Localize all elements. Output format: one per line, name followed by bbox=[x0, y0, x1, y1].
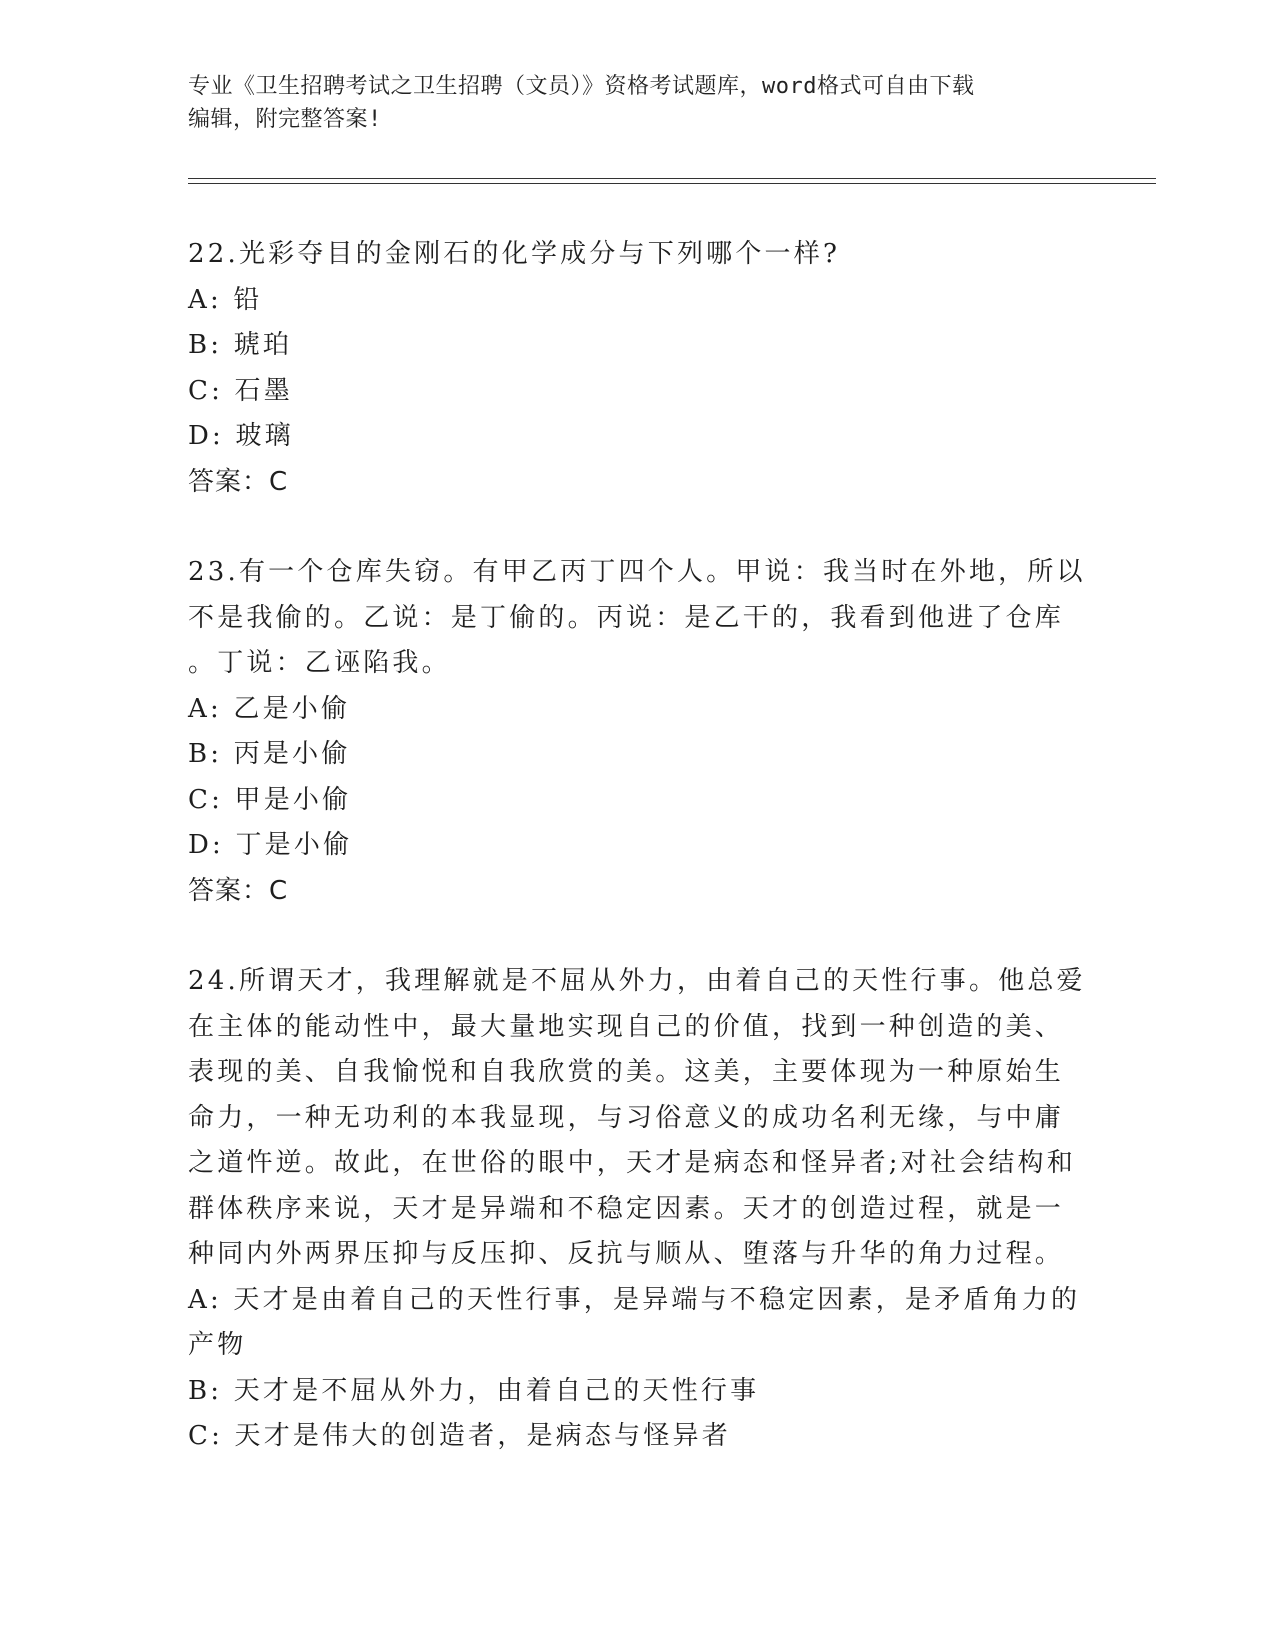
header-divider-top bbox=[188, 178, 1156, 179]
answer-option-line: A: 乙是小偷 bbox=[188, 693, 351, 724]
header-line-2: 编辑，附完整答案! bbox=[188, 107, 382, 132]
question-text-line: 不是我偷的。乙说：是丁偷的。丙说：是乙干的，我看到他进了仓库 bbox=[188, 602, 1065, 633]
question-text-line: 23.有一个仓库失窃。有甲乙丙丁四个人。甲说：我当时在外地，所以 bbox=[188, 557, 1086, 587]
answer-option-line: A: 天才是由着自己的天性行事，是异端与不稳定因素，是矛盾角力的 bbox=[188, 1284, 1081, 1315]
answer-option-line: D: 玻璃 bbox=[188, 421, 294, 451]
answer-key: 答案：C bbox=[188, 466, 289, 497]
answer-option bbox=[188, 1414, 1088, 1460]
question-list bbox=[188, 232, 1088, 1460]
question-text-line: 表现的美、自我愉悦和自我欣赏的美。这美，主要体现为一种原始生 bbox=[188, 1057, 1065, 1087]
question-text bbox=[188, 959, 1088, 1278]
answer-option bbox=[188, 778, 1088, 824]
answer-option bbox=[188, 278, 1088, 324]
answer-option-line: 产物 bbox=[188, 1330, 247, 1360]
question-block bbox=[188, 232, 1088, 505]
answer-option bbox=[188, 369, 1088, 415]
question-text-line: 24.所谓天才，我理解就是不屈从外力，由着自己的天性行事。他总爱 bbox=[188, 966, 1086, 996]
answer-option-line: A: 铅 bbox=[188, 284, 263, 315]
answer-option bbox=[188, 1278, 1088, 1369]
answer-option-line: B: 丙是小偷 bbox=[188, 739, 351, 769]
answer-option-line: C: 天才是伟大的创造者，是病态与怪异者 bbox=[188, 1421, 731, 1451]
question-text-line: 群体秩序来说，天才是异端和不稳定因素。天才的创造过程，就是一 bbox=[188, 1193, 1065, 1224]
answer-option-line: B: 天才是不屈从外力，由着自己的天性行事 bbox=[188, 1375, 760, 1406]
answer-option-line: C: 甲是小偷 bbox=[188, 784, 352, 815]
answer-option bbox=[188, 823, 1088, 869]
question-spacer bbox=[188, 505, 1088, 550]
question-text-line: 命力，一种无功利的本我显现，与习俗意义的成功名利无缘，与中庸 bbox=[188, 1102, 1065, 1133]
question-text-line: 在主体的能动性中，最大量地实现自己的价值，找到一种创造的美、 bbox=[188, 1011, 1065, 1042]
answer-option bbox=[188, 323, 1088, 369]
question-text-line: 22.光彩夺目的金刚石的化学成分与下列哪个一样? bbox=[188, 239, 841, 269]
answer-option bbox=[188, 1369, 1088, 1415]
question-block bbox=[188, 959, 1088, 1460]
question-text-line: 。丁说：乙诬陷我。 bbox=[188, 648, 451, 678]
header-line-1: 专业《卫生招聘考试之卫生招聘（文员）》资格考试题库，word格式可自由下载 bbox=[188, 74, 975, 99]
question-block bbox=[188, 550, 1088, 914]
answer-key: 答案：C bbox=[188, 875, 289, 906]
question-text-line: 之道忤逆。故此，在世俗的眼中，天才是病态和怪异者;对社会结构和 bbox=[188, 1148, 1076, 1178]
answer-option bbox=[188, 687, 1088, 733]
answer-option-line: B: 琥珀 bbox=[188, 330, 293, 360]
document-header bbox=[188, 70, 1068, 136]
question-spacer bbox=[188, 914, 1088, 959]
answer-option-line: C: 石墨 bbox=[188, 375, 293, 406]
header-divider-bottom bbox=[188, 183, 1156, 184]
question-text bbox=[188, 232, 1088, 278]
answer-option bbox=[188, 414, 1088, 460]
question-text-line: 种同内外两界压抑与反压抑、反抗与顺从、堕落与升华的角力过程。 bbox=[188, 1239, 1065, 1269]
answer-option-line: D: 丁是小偷 bbox=[188, 830, 353, 860]
question-text bbox=[188, 550, 1088, 687]
answer-option bbox=[188, 732, 1088, 778]
